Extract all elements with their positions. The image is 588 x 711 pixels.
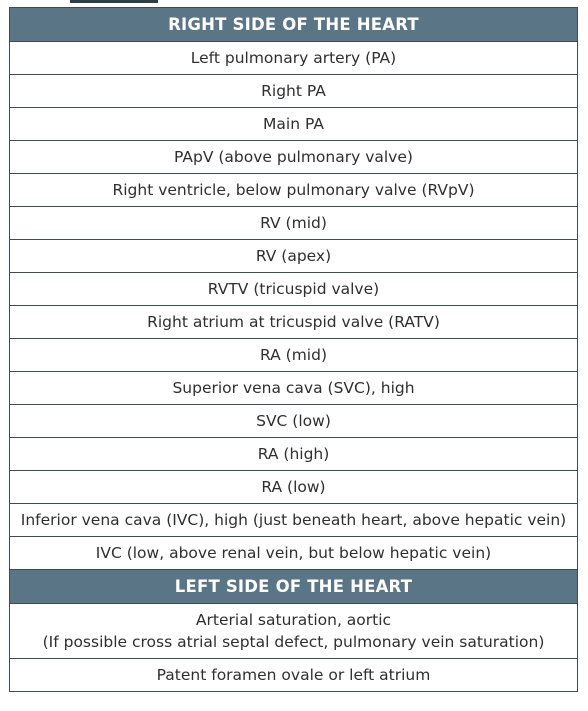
table-row [10, 372, 578, 405]
table-cell: Superior vena cava (SVC), high [10, 372, 578, 405]
table-row [10, 405, 578, 438]
table-cell: Right PA [10, 75, 578, 108]
table-cell [10, 604, 578, 659]
table-cell: RVTV (tricuspid valve) [10, 273, 578, 306]
table-cell: RA (low) [10, 471, 578, 504]
table-cell: Patent foramen ovale or left atrium [10, 659, 578, 692]
table-cell: RA (high) [10, 438, 578, 471]
right-side-header-row [10, 8, 578, 42]
cell-line: Arterial saturation, aortic [195, 611, 392, 629]
table-cell: Inferior vena cava (IVC), high (just beneath heart, above hepatic vein) [10, 504, 578, 537]
table-row [10, 273, 578, 306]
saturation-sampling-table [9, 7, 578, 692]
table-row [10, 504, 578, 537]
table-row [10, 438, 578, 471]
table-cell: Left pulmonary artery (PA) [10, 42, 578, 75]
table-cell: PApV (above pulmonary valve) [10, 141, 578, 174]
table-row [10, 604, 578, 659]
table-cell: RV (mid) [10, 207, 578, 240]
left-side-header-row [10, 570, 578, 604]
table-row [10, 174, 578, 207]
table-row [10, 306, 578, 339]
table-row [10, 42, 578, 75]
left-side-header: LEFT SIDE OF THE HEART [10, 570, 578, 604]
table-cell: SVC (low) [10, 405, 578, 438]
cropped-title-fragment [70, 0, 158, 3]
right-side-header: RIGHT SIDE OF THE HEART [10, 8, 578, 42]
table-row [10, 108, 578, 141]
table-row [10, 659, 578, 692]
table-row [10, 207, 578, 240]
table-row [10, 339, 578, 372]
table-cell: RV (apex) [10, 240, 578, 273]
table-row [10, 537, 578, 570]
table-cell: Main PA [10, 108, 578, 141]
table-row [10, 75, 578, 108]
table-cell: RA (mid) [10, 339, 578, 372]
cell-line: (If possible cross atrial septal defect, pulmonary vein saturation) [42, 633, 545, 651]
table-cell: Right atrium at tricuspid valve (RATV) [10, 306, 578, 339]
table-row [10, 240, 578, 273]
top-strip [0, 0, 588, 7]
table-cell: Right ventricle, below pulmonary valve (RVpV) [10, 174, 578, 207]
table-cell: IVC (low, above renal vein, but below hepatic vein) [10, 537, 578, 570]
table-row [10, 141, 578, 174]
table-row [10, 471, 578, 504]
